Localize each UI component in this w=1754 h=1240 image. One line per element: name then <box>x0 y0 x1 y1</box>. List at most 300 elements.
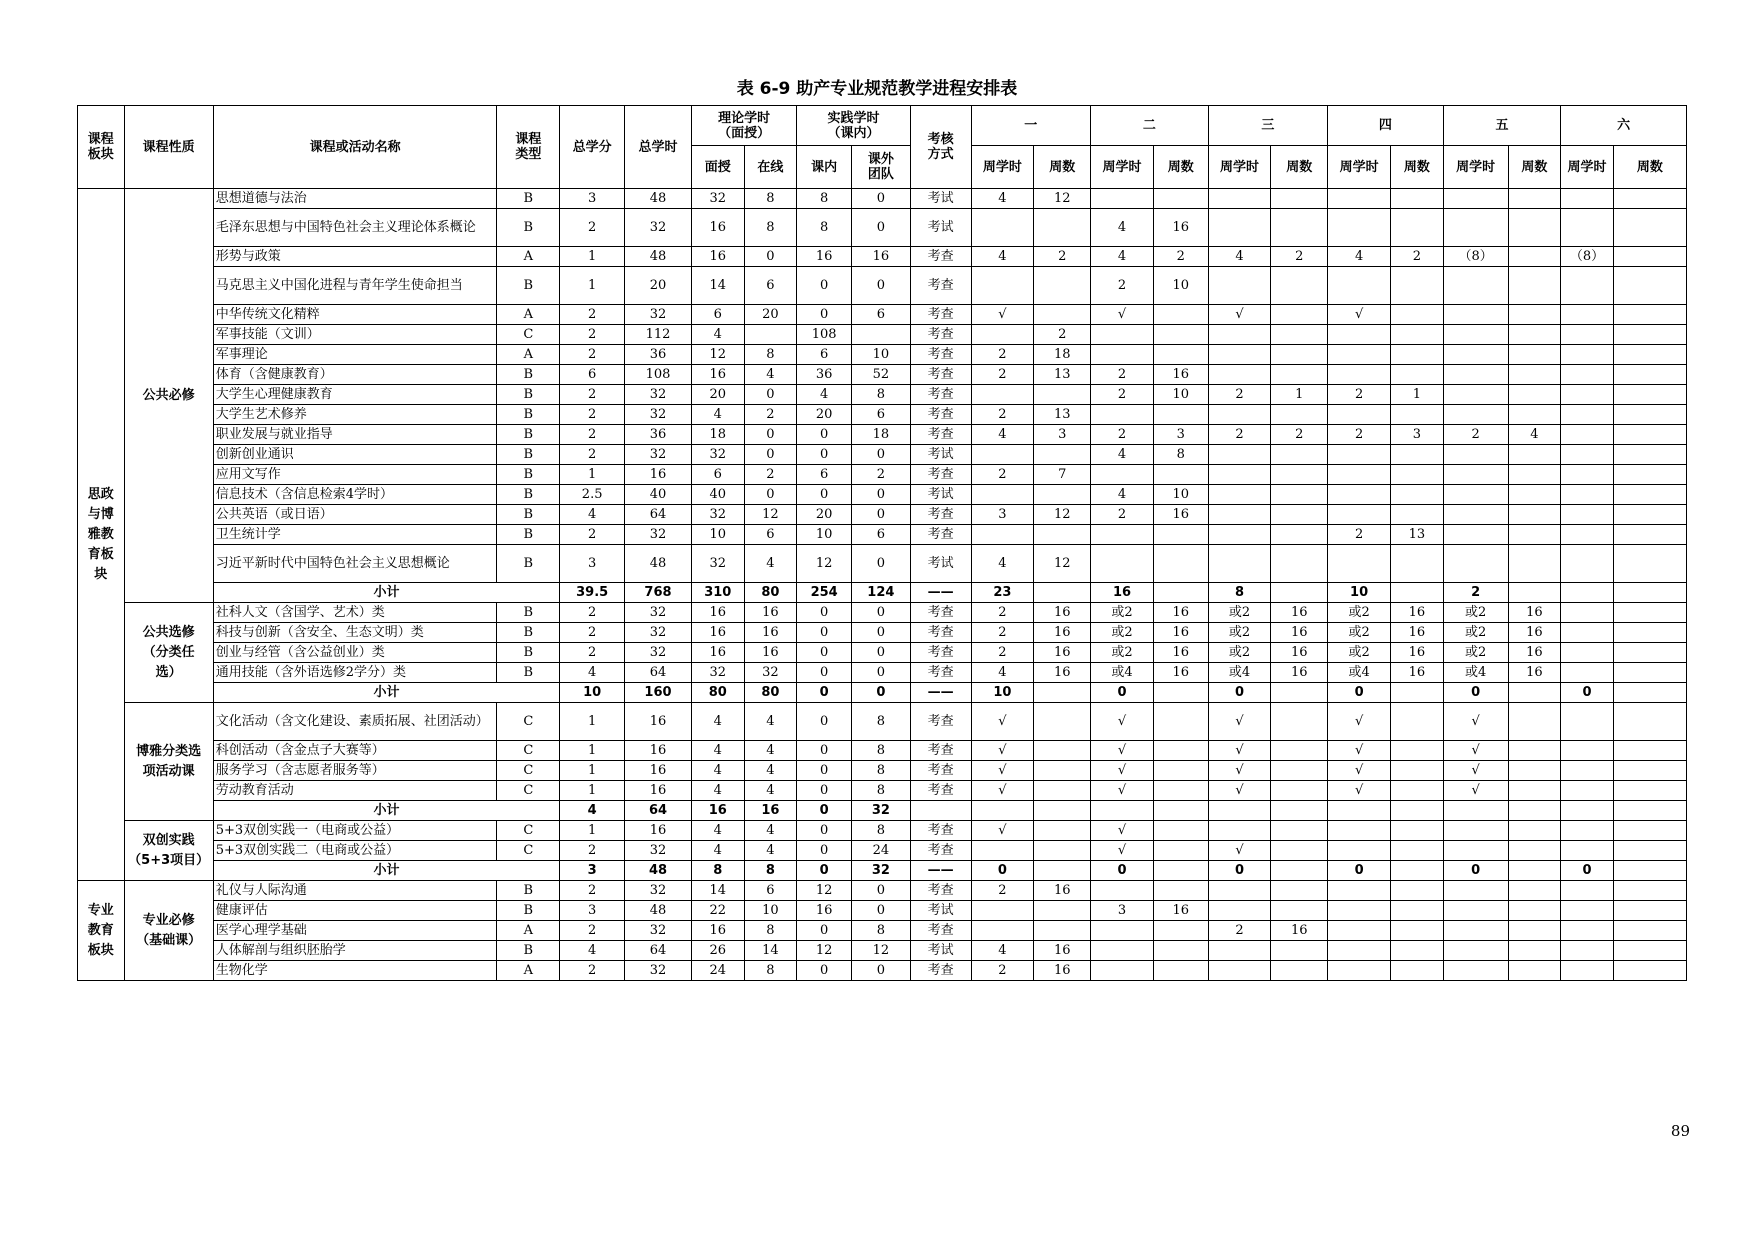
table-cell: 18 <box>1034 345 1091 365</box>
group-label: 双创实践 （5+3项目） <box>124 821 213 881</box>
group-label: 公共必修 <box>124 189 213 603</box>
table-cell <box>1613 189 1686 209</box>
table-cell <box>1561 623 1614 643</box>
table-cell <box>851 325 910 345</box>
table-row <box>78 663 1687 683</box>
table-cell: B <box>497 623 560 643</box>
table-cell: √ <box>971 781 1034 801</box>
table-cell: B <box>497 209 560 247</box>
table-cell <box>1561 821 1614 841</box>
header-hours: 总学时 <box>625 106 692 189</box>
table-cell <box>1208 209 1271 247</box>
table-cell: 32 <box>691 445 744 465</box>
table-row <box>78 405 1687 425</box>
subtotal-cell: 8 <box>744 861 797 881</box>
table-row <box>78 525 1687 545</box>
table-cell: 0 <box>744 485 797 505</box>
table-cell: 或2 <box>1328 623 1391 643</box>
table-cell: 4 <box>744 365 797 385</box>
table-cell: 考查 <box>910 305 971 325</box>
table-cell <box>1561 189 1614 209</box>
table-cell: 1 <box>560 247 625 267</box>
table-cell <box>971 485 1034 505</box>
table-cell <box>1443 961 1508 981</box>
table-cell <box>1391 841 1444 861</box>
course-name: 通用技能（含外语选修2学分）类 <box>213 663 497 683</box>
table-cell: 3 <box>1034 425 1091 445</box>
subtotal-cell <box>1391 683 1444 703</box>
table-cell: 32 <box>625 305 692 325</box>
table-cell <box>1613 643 1686 663</box>
table-cell: 12 <box>744 505 797 525</box>
table-cell: 4 <box>691 741 744 761</box>
subtotal-cell <box>1508 861 1561 881</box>
table-cell: 36 <box>797 365 852 385</box>
table-cell: 0 <box>851 603 910 623</box>
header-nature: 课程性质 <box>124 106 213 189</box>
subtotal-cell <box>1271 683 1328 703</box>
table-cell <box>1561 643 1614 663</box>
table-cell: 8 <box>851 741 910 761</box>
table-cell <box>1271 365 1328 385</box>
table-cell <box>1613 623 1686 643</box>
table-cell: 64 <box>625 941 692 961</box>
table-cell: 16 <box>1153 505 1208 525</box>
table-cell: 1 <box>560 703 625 741</box>
table-cell <box>1328 345 1391 365</box>
table-cell: 4 <box>560 663 625 683</box>
table-cell <box>1208 485 1271 505</box>
group-label: 公共选修 （分类任 选） <box>124 603 213 703</box>
table-cell: √ <box>1091 305 1154 325</box>
table-cell <box>1391 189 1444 209</box>
table-cell <box>1613 405 1686 425</box>
table-cell <box>1561 385 1614 405</box>
table-cell: 16 <box>744 643 797 663</box>
table-cell <box>1271 405 1328 425</box>
table-cell <box>1391 209 1444 247</box>
table-cell: 32 <box>625 525 692 545</box>
subtotal-cell: 16 <box>744 801 797 821</box>
group-label: 博雅分类选 项活动课 <box>124 703 213 821</box>
table-cell: 10 <box>797 525 852 545</box>
table-row <box>78 603 1687 623</box>
table-cell <box>1391 445 1444 465</box>
course-name: 公共英语（或日语） <box>213 505 497 525</box>
table-cell <box>1508 189 1561 209</box>
course-name: 马克思主义中国化进程与青年学生使命担当 <box>213 267 497 305</box>
table-cell: 0 <box>851 209 910 247</box>
table-cell: 48 <box>625 189 692 209</box>
table-cell <box>1561 603 1614 623</box>
table-cell <box>1443 485 1508 505</box>
table-cell <box>1391 961 1444 981</box>
subtotal-cell: 0 <box>1208 861 1271 881</box>
table-cell <box>1271 465 1328 485</box>
table-cell <box>1443 365 1508 385</box>
table-cell: 0 <box>797 921 852 941</box>
subtotal-cell: 0 <box>971 861 1034 881</box>
table-cell: √ <box>971 305 1034 325</box>
table-cell: 考试 <box>910 485 971 505</box>
table-cell <box>1091 189 1154 209</box>
table-cell <box>1271 305 1328 325</box>
table-cell <box>1391 465 1444 485</box>
table-cell <box>1561 881 1614 901</box>
table-cell: 2 <box>560 325 625 345</box>
table-row <box>78 623 1687 643</box>
table-cell: 2 <box>560 405 625 425</box>
table-cell: 48 <box>625 247 692 267</box>
header-type: 课程 类型 <box>497 106 560 189</box>
table-cell: B <box>497 425 560 445</box>
course-name: 5+3双创实践一（电商或公益） <box>213 821 497 841</box>
group-label: 专业必修 （基础课） <box>124 881 213 981</box>
table-cell: 2 <box>560 623 625 643</box>
table-cell <box>971 921 1034 941</box>
table-cell <box>1153 821 1208 841</box>
table-cell <box>1391 821 1444 841</box>
table-cell: 0 <box>744 425 797 445</box>
table-cell <box>744 325 797 345</box>
table-cell <box>1508 761 1561 781</box>
table-cell <box>1153 405 1208 425</box>
table-cell <box>1153 345 1208 365</box>
course-name: 人体解剖与组织胚胎学 <box>213 941 497 961</box>
course-name: 信息技术（含信息检索4学时） <box>213 485 497 505</box>
table-cell: B <box>497 365 560 385</box>
table-row <box>78 385 1687 405</box>
table-cell: 2 <box>1034 247 1091 267</box>
header-sem3-weeks: 周数 <box>1271 146 1328 189</box>
subtotal-cell <box>1613 801 1686 821</box>
table-cell: √ <box>1208 305 1271 325</box>
header-semester-3: 三 <box>1208 106 1328 146</box>
table-cell: 2 <box>560 643 625 663</box>
header-name: 课程或活动名称 <box>213 106 497 189</box>
table-cell <box>1391 545 1444 583</box>
header-block: 课程 板块 <box>78 106 125 189</box>
subtotal-cell <box>1271 861 1328 881</box>
table-cell <box>1561 741 1614 761</box>
table-cell: 或2 <box>1328 643 1391 663</box>
table-cell: 16 <box>1153 603 1208 623</box>
course-name: 应用文写作 <box>213 465 497 485</box>
subtotal-cell: 10 <box>1328 583 1391 603</box>
table-cell: 16 <box>691 247 744 267</box>
table-cell <box>1391 781 1444 801</box>
course-name: 科创活动（含金点子大赛等） <box>213 741 497 761</box>
table-cell <box>1561 961 1614 981</box>
subtotal-cell <box>1391 861 1444 881</box>
table-cell: 6 <box>691 305 744 325</box>
table-cell <box>1561 325 1614 345</box>
table-cell: 2 <box>560 921 625 941</box>
table-cell: 4 <box>1508 425 1561 445</box>
table-cell: 1 <box>560 761 625 781</box>
table-cell: 2 <box>971 345 1034 365</box>
table-cell: 16 <box>691 643 744 663</box>
table-cell <box>1443 545 1508 583</box>
table-cell: 4 <box>691 821 744 841</box>
subtotal-cell: 0 <box>797 683 852 703</box>
course-name: 健康评估 <box>213 901 497 921</box>
table-cell <box>1091 345 1154 365</box>
table-cell: 32 <box>691 505 744 525</box>
table-cell: 16 <box>625 761 692 781</box>
header-practice-in: 课内 <box>797 146 852 189</box>
table-cell <box>1328 821 1391 841</box>
table-cell <box>1508 305 1561 325</box>
table-cell <box>1508 385 1561 405</box>
table-cell: 考查 <box>910 365 971 385</box>
table-cell: 14 <box>691 267 744 305</box>
table-cell <box>1271 545 1328 583</box>
table-cell: 0 <box>797 425 852 445</box>
subtotal-cell: 0 <box>1091 861 1154 881</box>
subtotal-cell: 16 <box>1091 583 1154 603</box>
subtotal-cell: 48 <box>625 861 692 881</box>
table-cell: 0 <box>851 505 910 525</box>
table-cell: 16 <box>1034 941 1091 961</box>
table-cell <box>1613 525 1686 545</box>
course-name: 体育（含健康教育） <box>213 365 497 385</box>
header-sem3-weekly-hours: 周学时 <box>1208 146 1271 189</box>
header-sem5-weekly-hours: 周学时 <box>1443 146 1508 189</box>
table-cell <box>1613 385 1686 405</box>
table-cell <box>1613 703 1686 741</box>
table-cell <box>1613 821 1686 841</box>
table-cell <box>1034 267 1091 305</box>
subtotal-cell: 10 <box>560 683 625 703</box>
table-cell: B <box>497 643 560 663</box>
table-cell: √ <box>1208 761 1271 781</box>
subtotal-cell: 768 <box>625 583 692 603</box>
table-cell: 20 <box>744 305 797 325</box>
table-cell: 2 <box>1328 385 1391 405</box>
table-cell: 2 <box>560 525 625 545</box>
table-cell: 36 <box>625 345 692 365</box>
table-cell: 6 <box>744 881 797 901</box>
table-cell: √ <box>1443 761 1508 781</box>
table-cell: （8） <box>1443 247 1508 267</box>
subtotal-cell <box>1034 583 1091 603</box>
header-sem4-weeks: 周数 <box>1391 146 1444 189</box>
table-cell: C <box>497 841 560 861</box>
table-cell <box>1271 345 1328 365</box>
table-row <box>78 545 1687 583</box>
table-cell <box>1328 941 1391 961</box>
table-cell: 8 <box>744 921 797 941</box>
table-cell: √ <box>1443 703 1508 741</box>
table-cell <box>1561 781 1614 801</box>
table-cell: B <box>497 901 560 921</box>
subtotal-cell: 8 <box>1208 583 1271 603</box>
table-row <box>78 189 1687 209</box>
table-cell: 16 <box>1271 921 1328 941</box>
table-cell <box>1271 941 1328 961</box>
table-cell <box>1508 881 1561 901</box>
table-cell: 或4 <box>1443 663 1508 683</box>
table-cell: 16 <box>1391 643 1444 663</box>
course-name: 创新创业通识 <box>213 445 497 465</box>
table-cell: 或2 <box>1443 623 1508 643</box>
table-cell: 8 <box>851 921 910 941</box>
table-cell <box>1508 901 1561 921</box>
table-cell: 18 <box>691 425 744 445</box>
table-cell: C <box>497 761 560 781</box>
table-cell: 2 <box>560 445 625 465</box>
table-cell <box>1613 921 1686 941</box>
table-cell <box>1391 345 1444 365</box>
table-cell: 6 <box>797 465 852 485</box>
table-cell: 16 <box>797 247 852 267</box>
subtotal-cell <box>1034 683 1091 703</box>
subtotal-cell: 10 <box>971 683 1034 703</box>
table-cell <box>1328 485 1391 505</box>
table-cell: B <box>497 267 560 305</box>
table-cell: 32 <box>625 961 692 981</box>
table-cell: A <box>497 961 560 981</box>
table-cell: 16 <box>625 703 692 741</box>
table-cell: 6 <box>691 465 744 485</box>
table-row <box>78 921 1687 941</box>
table-cell: 或2 <box>1091 643 1154 663</box>
table-cell <box>1153 841 1208 861</box>
table-cell <box>1034 703 1091 741</box>
table-cell: 考查 <box>910 603 971 623</box>
table-cell: 2 <box>971 365 1034 385</box>
table-cell <box>1561 305 1614 325</box>
table-cell: 16 <box>1271 623 1328 643</box>
table-cell: 32 <box>625 445 692 465</box>
table-cell <box>1271 881 1328 901</box>
table-cell <box>1561 345 1614 365</box>
table-cell <box>971 209 1034 247</box>
table-cell: 2 <box>1271 425 1328 445</box>
table-cell: 2 <box>560 603 625 623</box>
course-name: 形势与政策 <box>213 247 497 267</box>
table-cell: 2 <box>1034 325 1091 345</box>
header-sem6-weekly-hours: 周学时 <box>1561 146 1614 189</box>
table-cell <box>1561 485 1614 505</box>
table-row <box>78 247 1687 267</box>
table-cell <box>1153 961 1208 981</box>
table-cell: 108 <box>625 365 692 385</box>
table-cell <box>1328 189 1391 209</box>
table-cell <box>1391 305 1444 325</box>
subtotal-cell: 160 <box>625 683 692 703</box>
header-theory-online: 在线 <box>744 146 797 189</box>
table-cell <box>1208 365 1271 385</box>
course-name: 大学生艺术修养 <box>213 405 497 425</box>
table-cell: 16 <box>691 603 744 623</box>
subtotal-cell <box>1391 801 1444 821</box>
table-cell: 或2 <box>1208 623 1271 643</box>
table-cell: 16 <box>1034 961 1091 981</box>
table-cell: 20 <box>797 505 852 525</box>
table-cell <box>1208 325 1271 345</box>
table-cell <box>1328 445 1391 465</box>
table-cell <box>1034 445 1091 465</box>
table-cell: 8 <box>797 209 852 247</box>
table-cell: 16 <box>1271 643 1328 663</box>
table-cell: 4 <box>691 761 744 781</box>
header-sem4-weekly-hours: 周学时 <box>1328 146 1391 189</box>
table-cell: 6 <box>797 345 852 365</box>
header-practice: 实践学时 （课内） <box>797 106 910 146</box>
table-cell <box>971 267 1034 305</box>
table-cell <box>1508 485 1561 505</box>
table-cell: 考查 <box>910 881 971 901</box>
table-row <box>78 365 1687 385</box>
table-cell: 36 <box>625 425 692 445</box>
table-cell <box>1153 881 1208 901</box>
table-cell: 8 <box>851 781 910 801</box>
table-cell <box>1508 921 1561 941</box>
table-cell: C <box>497 781 560 801</box>
subtotal-cell <box>1153 861 1208 881</box>
table-cell: A <box>497 305 560 325</box>
subtotal-cell: 16 <box>691 801 744 821</box>
table-row <box>78 881 1687 901</box>
subtotal-cell: 32 <box>851 861 910 881</box>
table-cell: √ <box>1091 761 1154 781</box>
table-cell <box>1613 209 1686 247</box>
table-cell <box>1443 525 1508 545</box>
table-cell <box>1613 761 1686 781</box>
table-cell: 4 <box>744 841 797 861</box>
table-cell: 16 <box>1153 623 1208 643</box>
block-label: 思政 与博 雅教 育板 块 <box>78 189 125 881</box>
table-cell <box>1391 921 1444 941</box>
table-cell: 0 <box>797 821 852 841</box>
table-cell: √ <box>971 741 1034 761</box>
subtotal-cell: 0 <box>1091 683 1154 703</box>
table-cell <box>1508 841 1561 861</box>
table-cell: 16 <box>1034 643 1091 663</box>
table-cell: 考试 <box>910 901 971 921</box>
table-cell <box>1443 821 1508 841</box>
table-cell <box>1271 821 1328 841</box>
table-cell: 0 <box>744 385 797 405</box>
table-cell: 2 <box>1208 425 1271 445</box>
table-cell: 16 <box>1034 881 1091 901</box>
table-cell <box>1443 941 1508 961</box>
table-cell <box>1208 267 1271 305</box>
table-cell: 2 <box>971 405 1034 425</box>
table-cell: 12 <box>1034 189 1091 209</box>
table-cell: 2.5 <box>560 485 625 505</box>
table-cell: （8） <box>1561 247 1614 267</box>
table-cell <box>1508 505 1561 525</box>
table-cell <box>971 901 1034 921</box>
table-cell: 8 <box>1153 445 1208 465</box>
table-cell <box>1561 525 1614 545</box>
table-cell <box>1271 841 1328 861</box>
subtotal-cell: 0 <box>1561 861 1614 881</box>
table-cell <box>1034 841 1091 861</box>
table-cell <box>1391 485 1444 505</box>
table-cell: 4 <box>744 821 797 841</box>
table-cell <box>1613 325 1686 345</box>
table-cell: 32 <box>625 643 692 663</box>
table-cell: 1 <box>1391 385 1444 405</box>
header-semester-6: 六 <box>1561 106 1687 146</box>
table-cell <box>1613 465 1686 485</box>
subtotal-cell: 0 <box>797 861 852 881</box>
table-cell <box>1508 267 1561 305</box>
